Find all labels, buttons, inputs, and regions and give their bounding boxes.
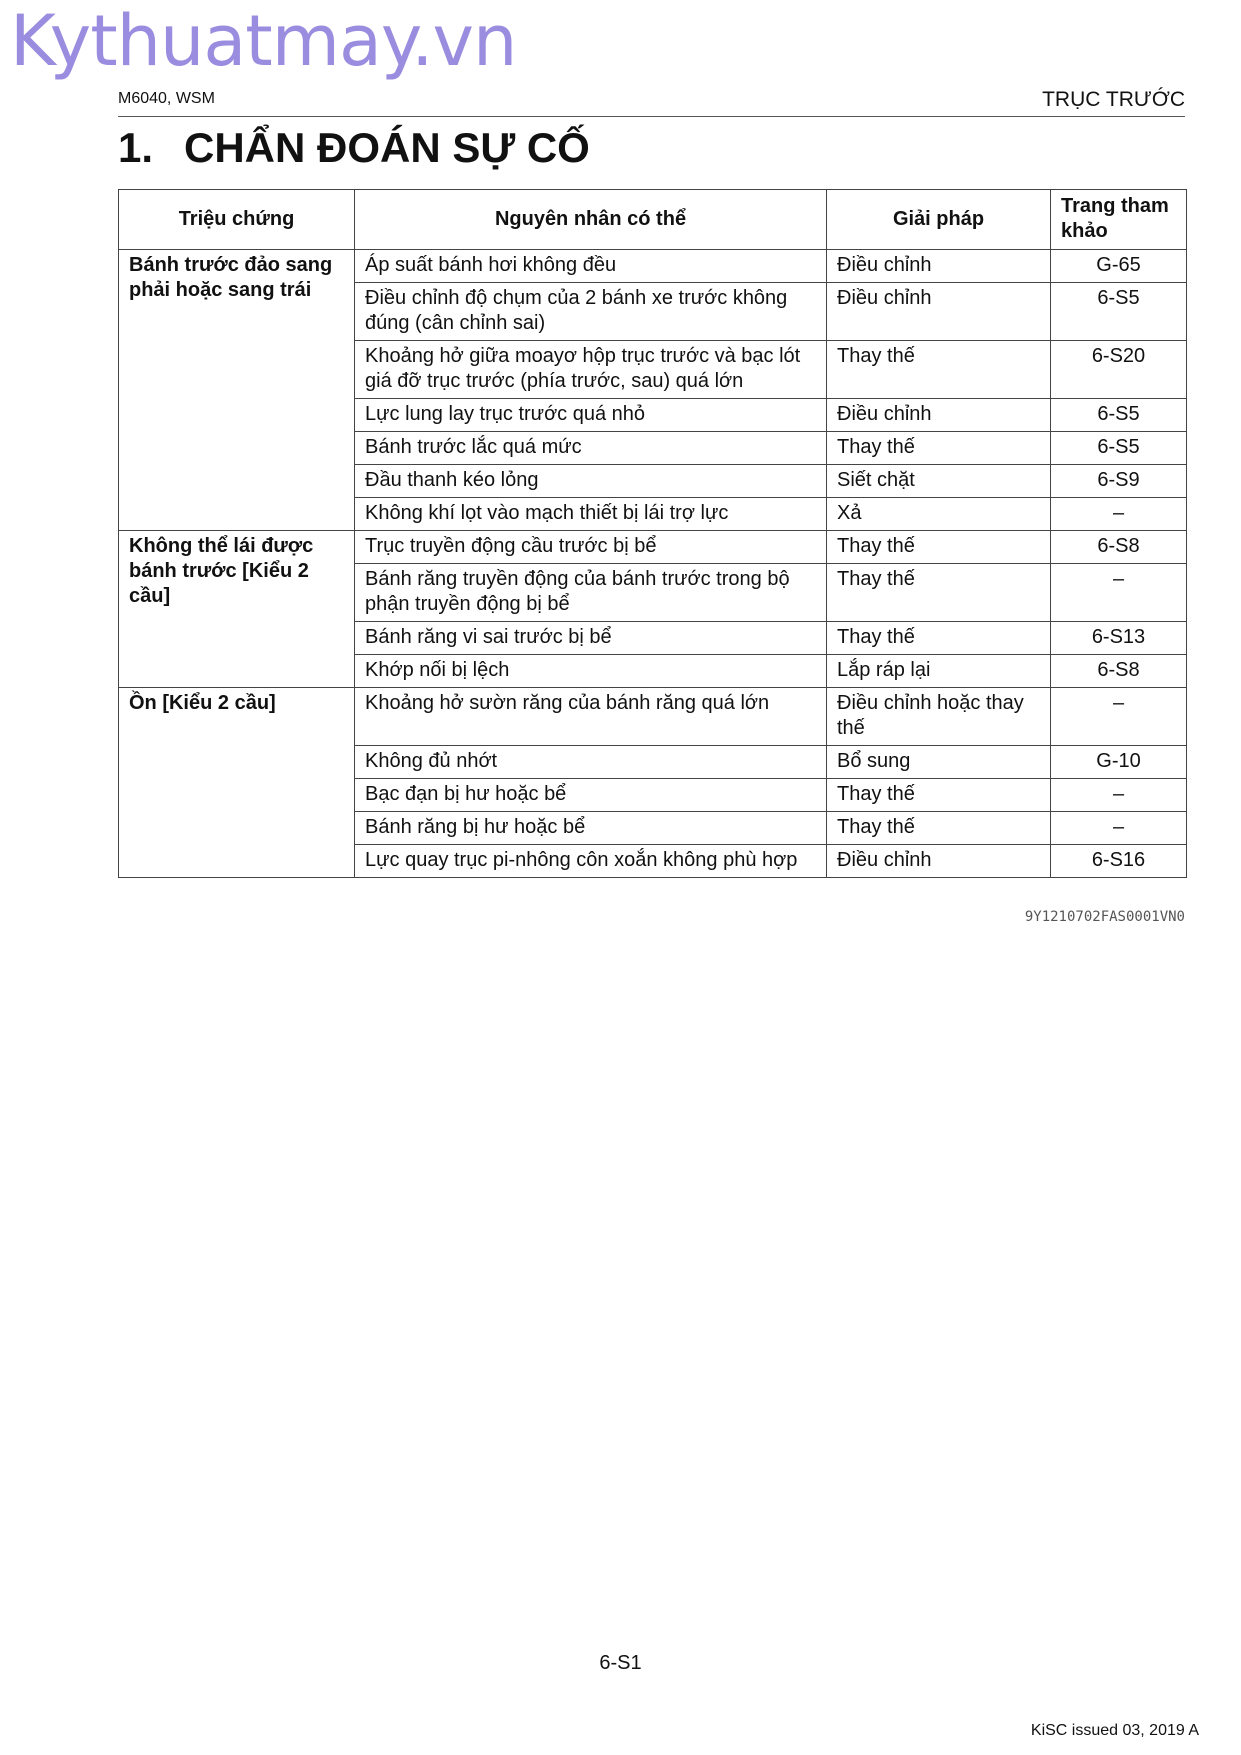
header-section: TRỤC TRƯỚC	[1042, 88, 1185, 111]
reference-cell: G-65	[1051, 250, 1187, 283]
col-header-symptom: Triệu chứng	[119, 190, 355, 250]
solution-cell: Thay thế	[827, 812, 1051, 845]
cause-cell: Không khí lọt vào mạch thiết bị lái trợ lực	[355, 498, 827, 531]
solution-cell: Thay thế	[827, 779, 1051, 812]
reference-cell: 6-S8	[1051, 531, 1187, 564]
table-row	[119, 531, 1187, 564]
reference-cell: 6-S20	[1051, 341, 1187, 399]
table-row	[119, 250, 1187, 283]
title-number: 1.	[118, 124, 154, 171]
reference-cell: 6-S8	[1051, 655, 1187, 688]
reference-cell: –	[1051, 779, 1187, 812]
solution-cell: Thay thế	[827, 341, 1051, 399]
issued-note: KiSC issued 03, 2019 A	[1030, 1722, 1199, 1739]
reference-cell: –	[1051, 812, 1187, 845]
reference-cell: –	[1051, 498, 1187, 531]
solution-cell: Bổ sung	[827, 746, 1051, 779]
troubleshooting-table	[118, 189, 1187, 878]
reference-cell: 6-S5	[1051, 283, 1187, 341]
cause-cell: Bánh răng vi sai trước bị bể	[355, 622, 827, 655]
reference-cell: 6-S5	[1051, 432, 1187, 465]
cause-cell: Bánh trước lắc quá mức	[355, 432, 827, 465]
cause-cell: Khoảng hở giữa moayơ hộp trục trước và bạc lót giá đỡ trục trước (phía trước, sau) quá lớn	[355, 341, 827, 399]
header-model: M6040, WSM	[118, 90, 215, 107]
solution-cell: Lắp ráp lại	[827, 655, 1051, 688]
table-body	[119, 250, 1187, 878]
symptom-cell: Ồn [Kiểu 2 cầu]	[119, 688, 355, 878]
col-header-cause: Nguyên nhân có thể	[355, 190, 827, 250]
solution-cell: Thay thế	[827, 622, 1051, 655]
symptom-cell: Không thể lái được bánh trước [Kiểu 2 cầu]	[119, 531, 355, 688]
cause-cell: Khoảng hở sườn răng của bánh răng quá lớn	[355, 688, 827, 746]
solution-cell: Xả	[827, 498, 1051, 531]
cause-cell: Bánh răng bị hư hoặc bể	[355, 812, 827, 845]
cause-cell: Lực lung lay trục trước quá nhỏ	[355, 399, 827, 432]
reference-cell: 6-S16	[1051, 845, 1187, 878]
reference-cell: 6-S13	[1051, 622, 1187, 655]
reference-cell: G-10	[1051, 746, 1187, 779]
cause-cell: Trục truyền động cầu trước bị bể	[355, 531, 827, 564]
solution-cell: Điều chỉnh	[827, 250, 1051, 283]
reference-cell: –	[1051, 564, 1187, 622]
solution-cell: Điều chỉnh hoặc thay thế	[827, 688, 1051, 746]
cause-cell: Bạc đạn bị hư hoặc bể	[355, 779, 827, 812]
col-header-reference: Trang tham khảo	[1051, 190, 1187, 250]
solution-cell: Thay thế	[827, 432, 1051, 465]
symptom-cell: Bánh trước đảo sang phải hoặc sang trái	[119, 250, 355, 531]
cause-cell: Đầu thanh kéo lỏng	[355, 465, 827, 498]
cause-cell: Không đủ nhớt	[355, 746, 827, 779]
col-header-solution: Giải pháp	[827, 190, 1051, 250]
cause-cell: Khớp nối bị lệch	[355, 655, 827, 688]
cause-cell: Áp suất bánh hơi không đều	[355, 250, 827, 283]
reference-cell: 6-S5	[1051, 399, 1187, 432]
watermark-logo: Kythuatmay.vn	[10, 0, 517, 82]
cause-cell: Điều chỉnh độ chụm của 2 bánh xe trước không đúng (cân chỉnh sai)	[355, 283, 827, 341]
solution-cell: Điều chỉnh	[827, 283, 1051, 341]
solution-cell: Siết chặt	[827, 465, 1051, 498]
reference-cell: 6-S9	[1051, 465, 1187, 498]
table-row	[119, 688, 1187, 746]
solution-cell: Thay thế	[827, 564, 1051, 622]
solution-cell: Thay thế	[827, 531, 1051, 564]
solution-cell: Điều chỉnh	[827, 845, 1051, 878]
table-header-row	[119, 190, 1187, 250]
solution-cell: Điều chỉnh	[827, 399, 1051, 432]
header-divider	[118, 116, 1185, 117]
page-number: 6-S1	[599, 1652, 642, 1674]
cause-cell: Lực quay trục pi-nhông côn xoắn không phù hợp	[355, 845, 827, 878]
document-code: 9Y1210702FAS0001VN0	[1024, 909, 1185, 925]
reference-cell: –	[1051, 688, 1187, 746]
cause-cell: Bánh răng truyền động của bánh trước trong bộ phận truyền động bị bể	[355, 564, 827, 622]
page-title	[118, 124, 590, 172]
title-text: CHẨN ĐOÁN SỰ CỐ	[184, 124, 590, 171]
